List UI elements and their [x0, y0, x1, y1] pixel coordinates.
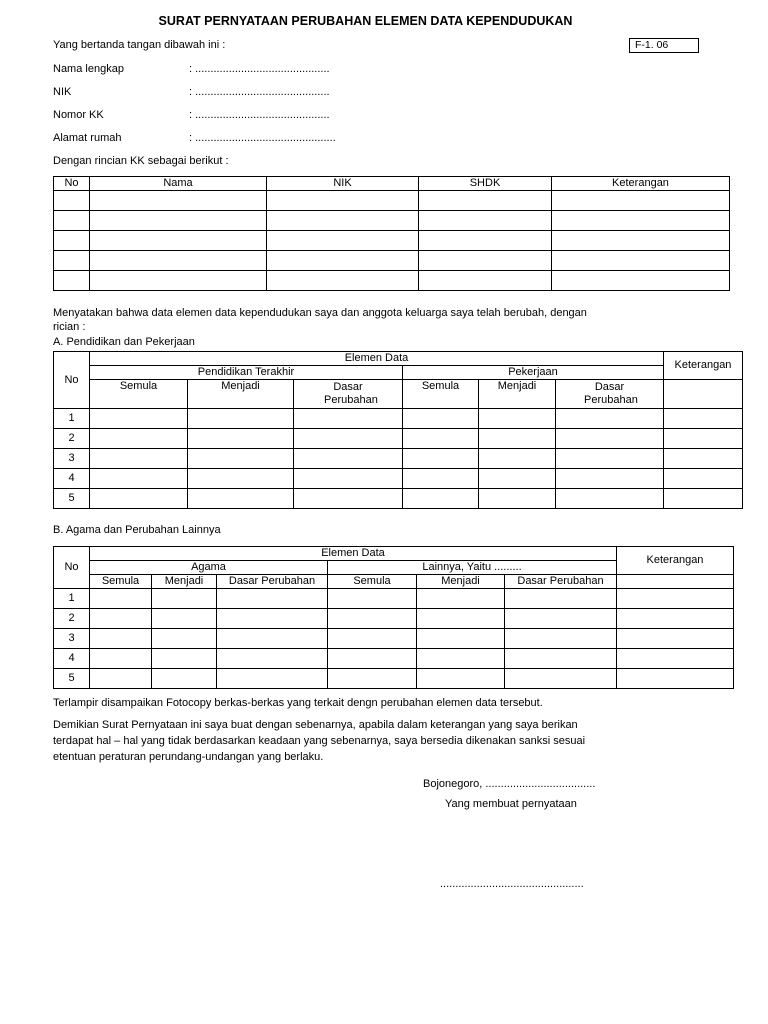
section-a-sub-semula-2: Semula — [403, 380, 479, 409]
field-value-alamat[interactable]: : .............................................. — [189, 132, 336, 144]
section-a-no-header: No — [54, 352, 90, 409]
table-row — [54, 271, 730, 291]
section-b-sub-semula-2: Semula — [328, 575, 417, 589]
kk-table — [53, 176, 730, 291]
table-row — [54, 191, 730, 211]
section-a-sub-dasar: Dasar Perubahan — [294, 380, 403, 409]
kk-col-keterangan: Keterangan — [552, 177, 730, 191]
signature-line[interactable]: ............................................... — [440, 878, 584, 890]
kk-col-nik: NIK — [267, 177, 419, 191]
section-a-group-pendidikan: Pendidikan Terakhir — [90, 366, 403, 380]
section-b-table — [53, 546, 734, 689]
section-b-no-header: No — [54, 547, 90, 589]
section-a-table — [53, 351, 743, 509]
place-date[interactable]: Bojonegoro, .................................... — [423, 778, 596, 790]
section-b-sub-menjadi-2: Menjadi — [417, 575, 505, 589]
statement-line-2: rician : — [53, 321, 86, 333]
section-a-sub-menjadi-2: Menjadi — [479, 380, 556, 409]
table-row: 4 — [54, 649, 734, 669]
table-row: 3 — [54, 449, 743, 469]
closing-line-1: Demikian Surat Pernyataan ini saya buat dengan sebenarnya, apabila dalam keterangan yang saya berikan — [53, 719, 578, 731]
attachment-note: Terlampir disampaikan Fotocopy berkas-berkas yang terkait dengn perubahan elemen data tersebut. — [53, 697, 543, 709]
closing-line-2: terdapat hal – hal yang tidak berdasarkan keadaan yang sebenarnya, saya bersedia dikenakan sanksi sesuai — [53, 735, 586, 747]
table-row: 2 — [54, 429, 743, 449]
closing-line-3: etentuan peraturan perundang-undangan yang berlaku. — [53, 751, 324, 763]
section-a-elemen-header: Elemen Data — [90, 352, 664, 366]
section-b-heading: B. Agama dan Perubahan Lainnya — [53, 524, 221, 536]
field-label-nik: NIK — [53, 86, 72, 98]
section-a-sub-menjadi: Menjadi — [188, 380, 294, 409]
signer-label: Yang membuat pernyataan — [445, 798, 577, 810]
table-row — [54, 231, 730, 251]
intro-text: Yang bertanda tangan dibawah ini : — [53, 39, 226, 51]
section-b-sub-menjadi: Menjadi — [152, 575, 217, 589]
section-a-group-pekerjaan: Pekerjaan — [403, 366, 664, 380]
table-row — [54, 211, 730, 231]
section-b-keterangan-header: Keterangan — [617, 547, 734, 575]
form-code: F-1. 06 — [629, 38, 699, 53]
table-row: 4 — [54, 469, 743, 489]
field-label-alamat: Alamat rumah — [53, 132, 122, 144]
section-b-group-agama: Agama — [90, 561, 328, 575]
table-row: 5 — [54, 489, 743, 509]
section-b-elemen-header: Elemen Data — [90, 547, 617, 561]
section-b-group-lainnya: Lainnya, Yaitu ......... — [328, 561, 617, 575]
table-row: 5 — [54, 669, 734, 689]
table-row: 2 — [54, 609, 734, 629]
kk-col-no: No — [54, 177, 90, 191]
table-row: 1 — [54, 409, 743, 429]
kk-col-nama: Nama — [90, 177, 267, 191]
section-a-sub-semula: Semula — [90, 380, 188, 409]
table-row — [54, 251, 730, 271]
field-value-nik[interactable]: : ............................................ — [189, 86, 330, 98]
statement-line-1: Menyatakan bahwa data elemen data kependudukan saya dan anggota keluarga saya telah berubah, dengan — [53, 307, 587, 319]
section-a-keterangan-header: Keterangan — [664, 352, 743, 380]
kk-header-row — [54, 177, 730, 191]
section-b-sub-dasar: Dasar Perubahan — [217, 575, 328, 589]
kk-col-shdk: SHDK — [419, 177, 552, 191]
section-b-sub-dasar-2: Dasar Perubahan — [505, 575, 617, 589]
section-a-sub-dasar-2: Dasar Perubahan — [556, 380, 664, 409]
page-title: SURAT PERNYATAAN PERUBAHAN ELEMEN DATA KEPENDUDUKAN — [158, 14, 573, 28]
field-label-nomor-kk: Nomor KK — [53, 109, 104, 121]
field-label-nama: Nama lengkap — [53, 63, 124, 75]
section-b-sub-semula: Semula — [90, 575, 152, 589]
section-a-heading: A. Pendidikan dan Pekerjaan — [53, 336, 195, 348]
table-row: 1 — [54, 589, 734, 609]
kk-intro: Dengan rincian KK sebagai berikut : — [53, 155, 229, 167]
field-value-nama[interactable]: : ............................................ — [189, 63, 330, 75]
table-row: 3 — [54, 629, 734, 649]
field-value-nomor-kk[interactable]: : ............................................ — [189, 109, 330, 121]
